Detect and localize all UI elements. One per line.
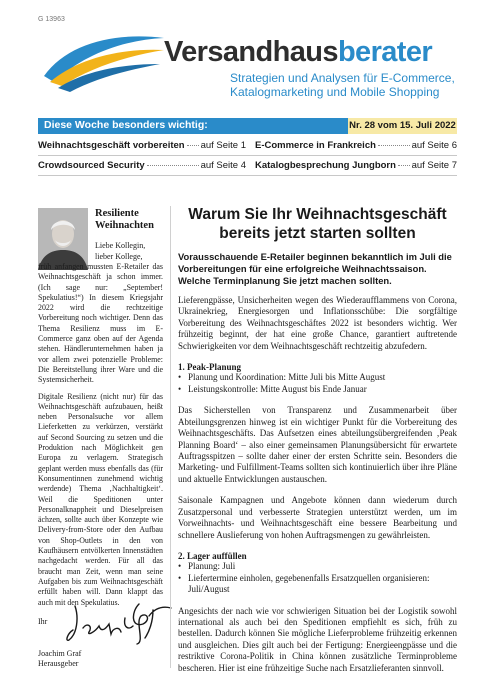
editorial-title: Resiliente Weihnachten [95, 208, 154, 231]
tagline-line-2: Katalogmarketing und Mobile Shopping [230, 85, 440, 99]
article-paragraph: Lieferengpässe, Unsicherheiten wegen des Wiederaufflammens von Corona, Ukrainekrieg, Energiesorgen und Inflationsschübe: Die sorgfältige Vorbereitung des Weihnachtsgeschäftes 2022 ist besonders wichtig. Wer frühzeitig beginnt, der hat eine große Chance, garantiert auftretende Schwierigkeiten vor dem Weihnachtsgeschäft rechtzeitig abzufedern. [178, 295, 457, 351]
issue-badge: Nr. 28 vom 15. Juli 2022 [348, 118, 457, 134]
toc-item[interactable]: E-Commerce in Frankreich auf Seite 6 [255, 140, 457, 151]
article-paragraph: Saisonale Kampagnen und Angebote können dann wiederum durch Zusatzpersonal und verbesserte Strategien unterstützt werden, um im Vorweihnachts- und Weihnachtsgeschäft eine bessere Bearbeitung und schnellere Auslieferung von hohen Auftragsmengen zu gewährleisten. [178, 495, 457, 540]
publication-code: G 13963 [38, 16, 65, 23]
section-heading: 1. Peak-Planung [178, 362, 242, 373]
list-item: • Liefertermine einholen, gegebenenfalls Ersatzquellen organisieren: Juli/August [178, 573, 457, 596]
brand-wordmark: Versandhausberater [164, 36, 433, 68]
editorial-paragraph: Digitale Resilienz (nicht nur) für das Weihnachtsgeschäft aufzubauen, heißt neben Personalsuche vor allem Lieferketten zu verkürzen, verstärkt auf Second Sourcing zu setzen und die Produktion nach Möglichkeit gen Europa zu verlagern. Strategisch geplant werden muss ebenfalls das (für Konsumentinnen zunehmend wichtig werdende) Thema ‚Nachhaltigkeit‘. Weil die Speditionen unter Personalknappheit und Dieselpreisen ächzen, sollte auch über Konzepte wie Delivery-from-Store oder den Aufbau von Shop-Outlets in den von Kaufhäusern entvölkerten Innenstädten nachgedacht werden. Für all das braucht man Zeit, wenn man seine Aufgaben bis zum Weihnachtsgeschäft erfüllt haben will. Dann klappt das auch mit den Spekulatius. [38, 391, 163, 607]
article-paragraph: Angesichts der nach wie vor schwierigen Situation bei der Logistik sowohl international als auch bei den Speditionen empfiehlt es sich, früh zu bestellen. Dadurch können Sie mögliche Lieferprobleme frühzeitig erkennen und ausgleichen. Dies gilt auch bei der Fertigung: Energieengpässe und die restriktive Corona-Politik in China können zusätzliche Terminprobleme bescheren. Hier ist eine frühzeitige Suche nach Ersatzlieferanten sinnvoll. [178, 605, 457, 673]
section-heading: 2. Lager auffüllen [178, 551, 247, 562]
bullet-list [178, 561, 457, 595]
toc-divider [38, 175, 457, 176]
editorial-greeting: lieber Kollege, [95, 252, 143, 261]
editorial-greeting: Liebe Kollegin, [95, 241, 146, 250]
highlights-title: Diese Woche besonders wichtig: [44, 119, 208, 131]
toc-item[interactable]: Crowdsourced Security auf Seite 4 [38, 160, 246, 171]
list-item: • Planung und Koordination: Mitte Juli bis Mitte August [178, 372, 457, 383]
editorial-body [38, 262, 163, 614]
handwritten-signature [65, 598, 175, 646]
toc-item[interactable]: Katalogbesprechung Jungborn auf Seite 7 [255, 160, 457, 171]
author-role: Herausgeber [38, 659, 79, 668]
editorial-paragraph: früh anfangen mussten E-Retailer das Weihnachtsgeschäft ja schon immer. (Ich sage nur: „September! Spekulatius!“) In diesem Kriegsjahr 2022 wird die rechtzeitige Vorbereitung noch wichtiger. Denn das Thema Resilienz muss im E-Commerce ganz oben auf der Agenda stehen. Händlerunternehmen haben ja vor allem zwei potenzielle Probleme: Die Bereitstellung ihrer Ware und die Systemsicherheit. [38, 262, 163, 385]
toc-divider [38, 155, 457, 156]
swoosh-logo-icon [38, 24, 168, 104]
article-headline: Warum Sie Ihr Weihnachtsgeschäft bereits jetzt starten sollten [188, 206, 447, 242]
list-item: • Planung: Juli [178, 561, 457, 572]
author-photo [38, 208, 88, 270]
author-name: Joachim Graf [38, 649, 82, 658]
article-body [178, 295, 457, 684]
list-item: • Leistungskontrolle: Mitte August bis Ende Januar [178, 384, 457, 395]
article-lead: Vorausschauende E-Retailer beginnen bekanntlich im Juli die Vorbereitungen für eine erfolgreiche Weihnachtssaison. Welche Terminplanung Sie jetzt machen sollten. [178, 251, 452, 286]
tagline-line-1: Strategien und Analysen für E-Commerce, [230, 71, 455, 85]
bullet-list [178, 372, 457, 395]
sign-off: Ihr [38, 617, 48, 626]
toc-item[interactable]: Weihnachtsgeschäft vorbereiten auf Seite 1 [38, 140, 246, 151]
column-divider [170, 206, 171, 668]
article-paragraph: Das Sicherstellen von Transparenz und Zusammenarbeit über Abteilungsgrenzen hinweg ist ein wichtiger Punkt für die Vorbereitung des Weihnachtsgeschäfts. Das Aufsetzen eines abteilungsübergreifenden ‚Peak Planning Board‘ – also einer gemeinsamen Planungsübersicht für erwartete Auftragsspitzen – sollte daher einer der ersten Schritte sein. Besonders die Marketing- und Fulfillment-Teams sollten sich kontinuierlich über ihre Pläne und aktuelle Entwicklungen austauschen. [178, 405, 457, 484]
